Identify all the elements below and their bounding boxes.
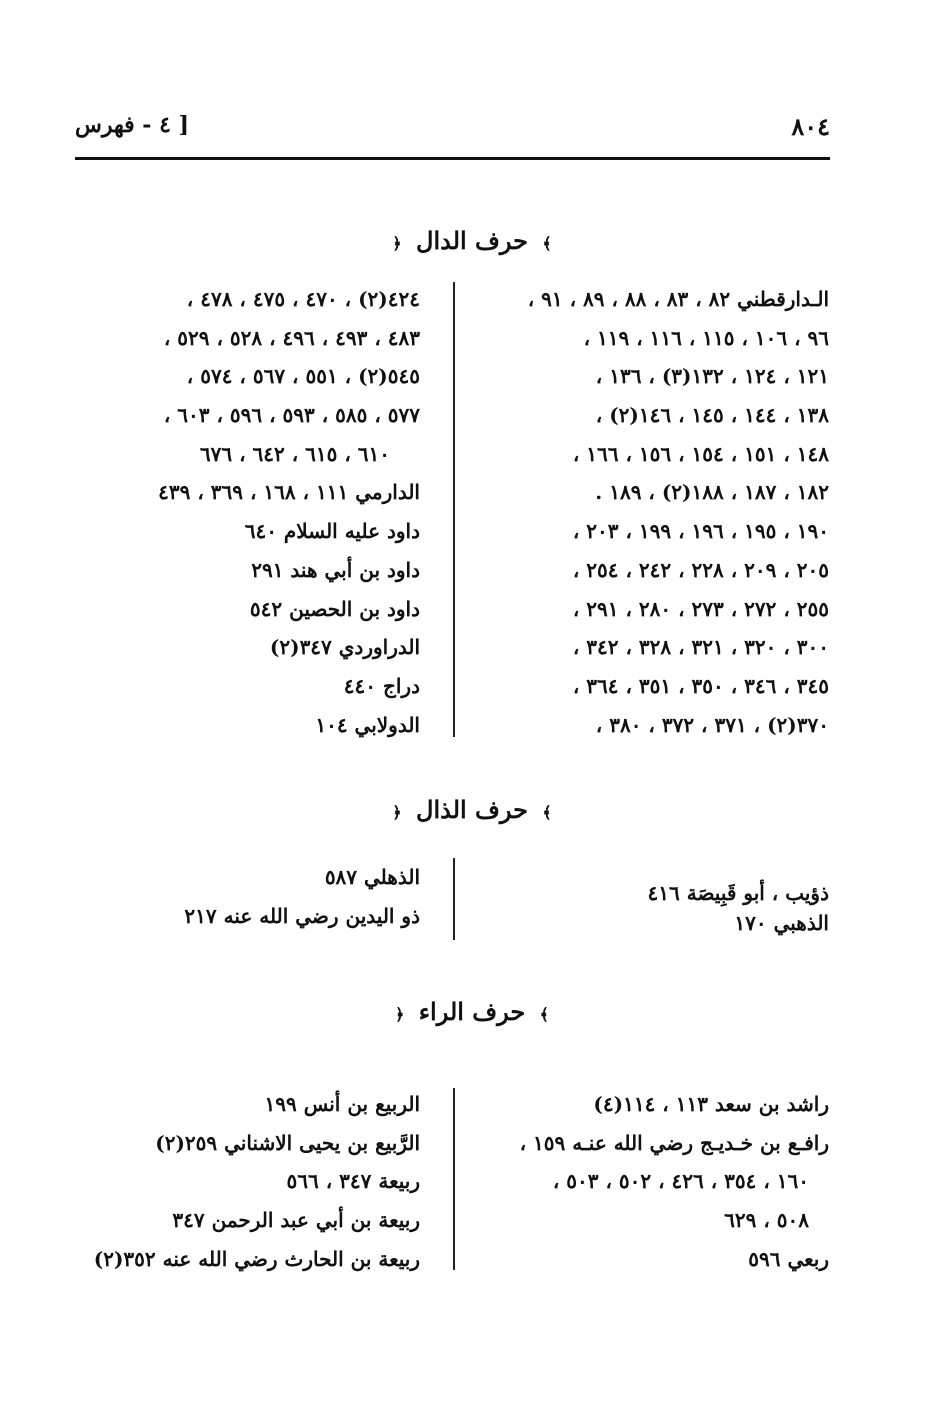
index-entry: داود عليه السلام ٦٤٠ xyxy=(244,519,420,544)
index-entry: ٥٧٧ ، ٥٨٥ ، ٥٩٣ ، ٥٩٦ ، ٦٠٣ ، xyxy=(163,403,420,428)
index-entry: ١٤٨ ، ١٥١ ، ١٥٤ ، ١٥٦ ، ١٦٦ ، xyxy=(572,441,829,466)
index-entry: ٣٧٠(٢) ، ٣٧١ ، ٣٧٢ ، ٣٨٠ ، xyxy=(595,712,829,737)
index-entry: الـدارقطني ٨٢ ، ٨٣ ، ٨٨ ، ٨٩ ، ٩١ ، xyxy=(527,287,829,311)
index-entry: الدارمي ١١١ ، ١٦٨ ، ٣٦٩ ، ٤٣٩ xyxy=(158,480,420,505)
dal-left-column xyxy=(75,280,420,744)
column-divider xyxy=(453,858,455,940)
header-rule xyxy=(75,157,830,160)
section-heading-dal xyxy=(0,226,944,255)
index-entry: الدولابي ١٠٤ xyxy=(315,712,420,737)
ornament-left-icon: ﴿ xyxy=(395,1005,405,1024)
page-number: ٨٠٤ xyxy=(791,112,830,141)
index-entry: ذؤيب ، أبو قَبِيصَة ٤١٦ xyxy=(647,881,829,905)
ra-right-column xyxy=(479,1085,829,1278)
ornament-right-icon: ﴾ xyxy=(539,1005,549,1024)
index-entry: ربيعة ٣٤٧ ، ٥٦٦ xyxy=(286,1169,420,1194)
index-entry: دراج ٤٤٠ xyxy=(343,673,420,698)
dhal-right-column xyxy=(479,878,829,938)
section-heading-text: حرف الذال xyxy=(416,795,528,824)
index-entry: الذهلي ٥٨٧ xyxy=(324,865,420,889)
index-entry: ١٩٠ ، ١٩٥ ، ١٩٦ ، ١٩٩ ، ٢٠٣ ، xyxy=(572,519,829,544)
ra-left-column xyxy=(75,1085,420,1278)
index-entry: رافـع بن خـديـج رضي الله عنـه ١٥٩ ، xyxy=(519,1130,829,1155)
index-entry: ٦١٠ ، ٦١٥ ، ٦٤٢ ، ٦٧٦ xyxy=(199,441,390,466)
ornament-left-icon: ﴿ xyxy=(392,234,402,253)
index-entry: ٥٤٥(٢) ، ٥٥١ ، ٥٦٧ ، ٥٧٤ ، xyxy=(186,364,420,389)
index-entry: ربيعة بن أبي عبد الرحمن ٣٤٧ xyxy=(172,1208,420,1233)
dal-right-column xyxy=(479,280,829,744)
index-entry: الدراوردي ٣٤٧(٢) xyxy=(269,635,420,660)
index-entry: الذهبي ١٧٠ xyxy=(734,911,829,935)
running-head: [ ٤ - فهرس xyxy=(75,112,190,138)
index-entry: ٣٠٠ ، ٣٢٠ ، ٣٢١ ، ٣٢٨ ، ٣٤٢ ، xyxy=(572,635,829,660)
index-entry: ٥٠٨ ، ٦٢٩ xyxy=(724,1208,809,1233)
page-header xyxy=(75,112,830,150)
index-entry: ذو اليدين رضي الله عنه ٢١٧ xyxy=(184,903,420,928)
index-entry: ربعي ٥٩٦ xyxy=(748,1246,829,1271)
column-divider xyxy=(453,1088,455,1270)
index-entry: ١٢١ ، ١٢٤ ، ١٣٢(٣) ، ١٣٦ ، xyxy=(595,364,829,389)
index-entry: الربيع بن أنس ١٩٩ xyxy=(264,1092,420,1116)
index-entry: داود بن الحصين ٥٤٢ xyxy=(249,596,420,621)
index-entry: ١٨٢ ، ١٨٧ ، ١٨٨(٢) ، ١٨٩ . xyxy=(595,480,829,505)
section-heading-text: حرف الدال xyxy=(416,226,528,255)
index-entry: راشد بن سعد ١١٣ ، ١١٤(٤) xyxy=(593,1092,829,1116)
index-entry: ٢٥٥ ، ٢٧٢ ، ٢٧٣ ، ٢٨٠ ، ٢٩١ ، xyxy=(572,596,829,621)
dhal-left-column xyxy=(75,858,420,935)
section-heading-text: حرف الراء xyxy=(418,997,526,1026)
section-heading-dhal xyxy=(0,795,944,824)
index-entry: ٣٤٥ ، ٣٤٦ ، ٣٥٠ ، ٣٥١ ، ٣٦٤ ، xyxy=(572,673,829,698)
ornament-right-icon: ﴾ xyxy=(542,803,552,822)
index-entry: ٢٠٥ ، ٢٠٩ ، ٢٢٨ ، ٢٤٢ ، ٢٥٤ ، xyxy=(572,557,829,582)
index-entry: ١٣٨ ، ١٤٤ ، ١٤٥ ، ١٤٦(٢) ، xyxy=(595,403,829,428)
index-entry: ٩٦ ، ١٠٦ ، ١١٥ ، ١١٦ ، ١١٩ ، xyxy=(583,325,829,350)
index-entry: ربيعة بن الحارث رضي الله عنه ٣٥٢(٢) xyxy=(93,1246,420,1271)
index-entry: ١٦٠ ، ٣٥٤ ، ٤٢٦ ، ٥٠٢ ، ٥٠٣ ، xyxy=(552,1169,809,1194)
index-entry: ٤٢٤(٢) ، ٤٧٠ ، ٤٧٥ ، ٤٧٨ ، xyxy=(186,287,420,311)
section-heading-ra xyxy=(0,997,944,1026)
index-entry: الرَّبيع بن يحيى الاشناني ٢٥٩(٢) xyxy=(155,1130,420,1155)
column-divider xyxy=(453,282,455,737)
ornament-left-icon: ﴿ xyxy=(392,803,402,822)
index-entry: داود بن أبي هند ٢٩١ xyxy=(251,557,420,582)
index-entry: ٤٨٣ ، ٤٩٣ ، ٤٩٦ ، ٥٢٨ ، ٥٢٩ ، xyxy=(163,325,420,350)
ornament-right-icon: ﴾ xyxy=(542,234,552,253)
